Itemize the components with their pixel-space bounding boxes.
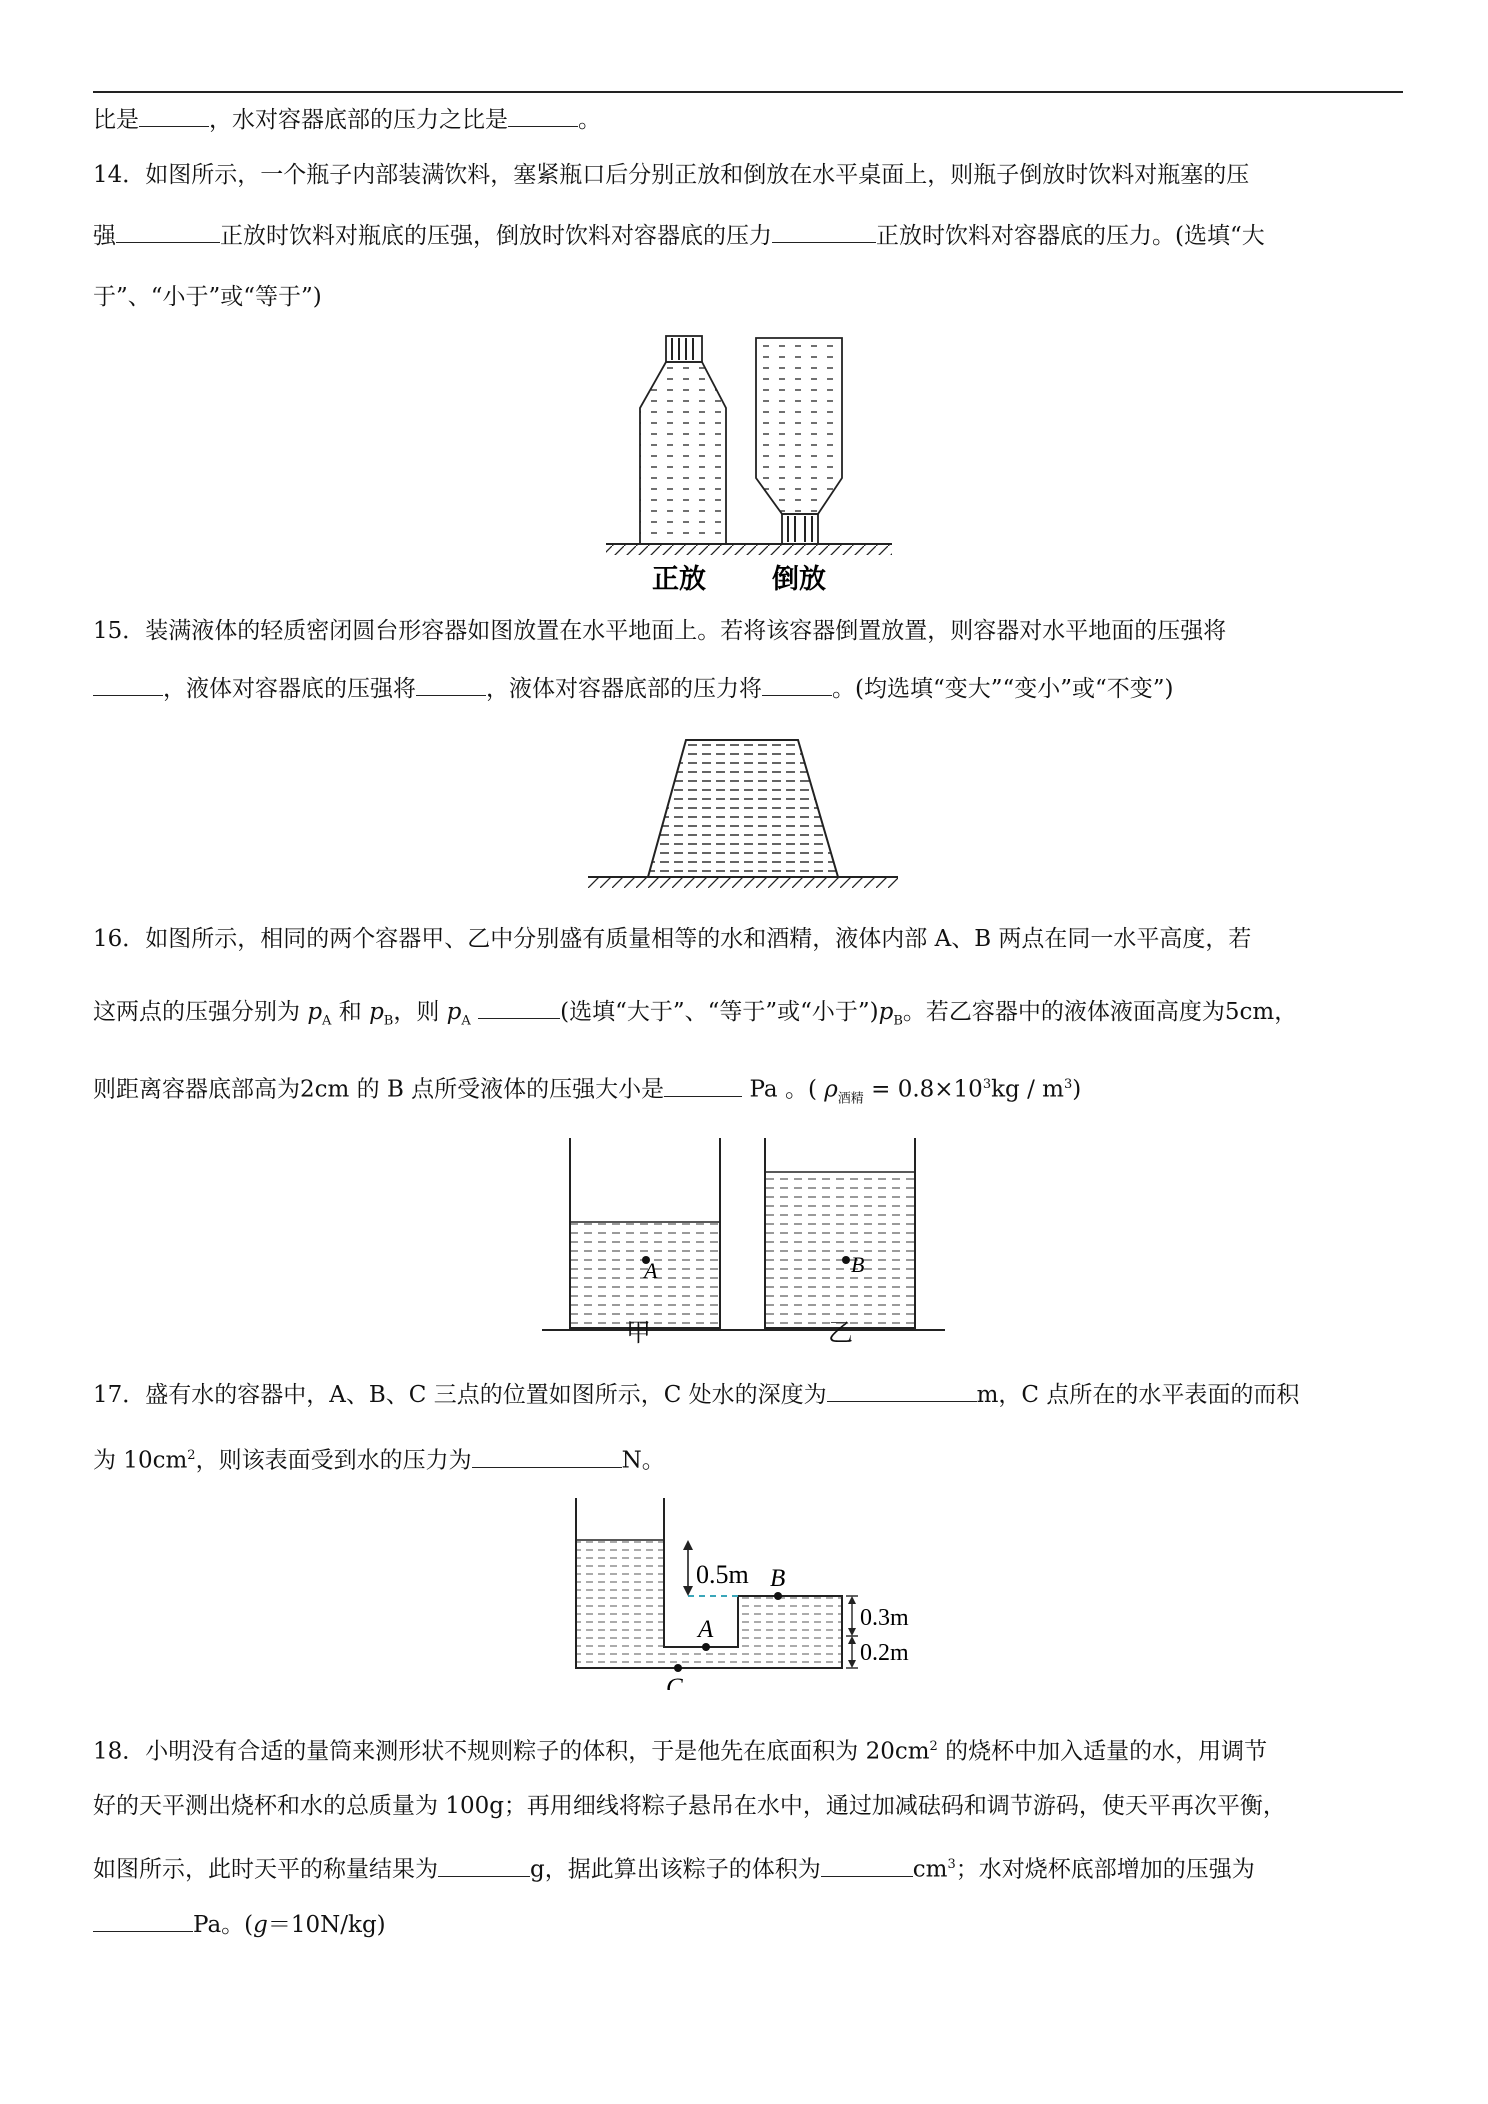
header-rule <box>93 91 1403 93</box>
q14-blank-2[interactable] <box>772 220 876 243</box>
q18-blank-3[interactable] <box>93 1909 193 1932</box>
q16-text: 则距离容器底部高为2cm 的 B 点所受液体的压强大小是 <box>93 1076 665 1103</box>
q16-unit-exp: 3 <box>1063 1077 1073 1092</box>
label-yi: 乙 <box>828 1318 854 1347</box>
q18-text: ；水对烧杯底部增加的压强为 <box>955 1856 1255 1883</box>
q16-text: (选填“大于”、“等于”或“小于”) <box>560 999 879 1025</box>
q18-text: ＝10N/kg) <box>267 1912 386 1938</box>
q18-line-4 <box>93 1909 386 1941</box>
q13-text: 比是 <box>93 107 139 133</box>
q17-blank-2[interactable] <box>472 1445 622 1468</box>
point-a: A <box>698 1616 714 1643</box>
symbol-p: p <box>446 999 462 1025</box>
symbol-rho: ρ <box>824 1076 838 1103</box>
q16-text: 这两点的压强分别为 <box>93 999 300 1025</box>
q14-line-2 <box>93 220 1265 252</box>
q16-line-2 <box>93 996 1297 1038</box>
q17-line-1 <box>93 1379 1299 1411</box>
q18-text: cm <box>912 1856 948 1883</box>
q15-line-1: 15．装满液体的轻质密闭圆台形容器如图放置在水平地面上。若将该容器倒置放置，则容器对水平地面的压强将 <box>93 618 1227 644</box>
upright-bottle <box>640 336 726 544</box>
q14-line-1: 14．如图所示，一个瓶子内部装满饮料，塞紧瓶口后分别正放和倒放在水平桌面上，则瓶子倒放时饮料对瓶塞的压 <box>93 162 1250 188</box>
symbol-p: p <box>307 999 323 1025</box>
q16-exp: 3 <box>982 1077 992 1092</box>
q17-text: N。 <box>621 1447 665 1474</box>
q18-text: Pa。( <box>193 1912 254 1938</box>
q18-text: 如图所示，此时天平的称量结果为 <box>93 1856 438 1883</box>
q18-sup: 3 <box>947 1857 956 1872</box>
q15-blank-2[interactable] <box>416 673 486 696</box>
sub-a: A <box>322 1013 332 1029</box>
q18-line-2: 好的天平测出烧杯和水的总质量为 100g；再用细线将粽子悬吊在水中，通过加减砝码和调节游码，使天平再次平衡， <box>93 1793 1286 1819</box>
q14-text: 正放时饮料对容器底的压力。(选填“大 <box>876 223 1265 249</box>
q18-line-1 <box>93 1731 1267 1768</box>
q16-text: 。若乙容器中的液体液面高度为5cm， <box>902 999 1298 1025</box>
q13-blank-1[interactable] <box>139 104 209 127</box>
q18-blank-1[interactable] <box>438 1854 530 1877</box>
q18-text: g，据此算出该粽子的体积为 <box>530 1856 821 1883</box>
dim-0-3m: 0.3m <box>860 1605 909 1631</box>
q18-sup: 2 <box>929 1739 938 1754</box>
label-jia: 甲 <box>626 1318 652 1347</box>
q15-text: ，液体对容器底部的压力将 <box>486 676 762 702</box>
q17-text: m，C 点所在的水平表面的而积 <box>976 1382 1300 1408</box>
q13-blank-2[interactable] <box>508 104 578 127</box>
q14-line-3: 于”、“小于”或“等于”) <box>93 284 322 310</box>
q16-line-3 <box>93 1069 1081 1115</box>
q16-text: ) <box>1072 1076 1082 1103</box>
q14-text: 正放时饮料对瓶底的压强，倒放时饮料对容器底的压力 <box>220 223 772 249</box>
q16-unit: kg / m <box>991 1076 1064 1103</box>
dim-0-5m: 0.5m <box>696 1560 749 1589</box>
q18-line-3 <box>93 1849 1255 1886</box>
q13-text: 。 <box>578 107 601 133</box>
symbol-p: p <box>369 999 384 1025</box>
q16-text: 和 <box>338 999 362 1025</box>
q18-blank-2[interactable] <box>821 1854 913 1877</box>
q16-blank-2[interactable] <box>664 1074 742 1097</box>
q13-text: ，水对容器底部的压力之比是 <box>209 107 508 133</box>
q15-text: 。(均选填“变大”“变小”或“不变”) <box>832 676 1174 702</box>
rho-subscript: 酒精 <box>837 1091 864 1107</box>
q17-text: 为 10cm <box>93 1447 188 1474</box>
dim-0-2m: 0.2m <box>860 1640 909 1666</box>
q14-blank-1[interactable] <box>116 220 220 243</box>
bottles-figure <box>600 330 900 604</box>
q17-text: ，则该表面受到水的压力为 <box>195 1447 472 1474</box>
q17-line-2 <box>93 1440 665 1477</box>
point-a: A <box>644 1258 658 1283</box>
q17-text: 17．盛有水的容器中，A、B、C 三点的位置如图所示，C 处水的深度为 <box>93 1382 827 1408</box>
q16-line-1: 16．如图所示，相同的两个容器甲、乙中分别盛有质量相等的水和酒精，液体内部 A、B 两点在同一水平高度，若 <box>93 926 1252 952</box>
label-upright: 正放 <box>652 564 706 594</box>
q16-formula: = 0.8×10 <box>871 1076 983 1103</box>
inverted-bottle <box>756 338 842 544</box>
q16-text: ，则 <box>393 999 440 1025</box>
label-inverted: 倒放 <box>772 564 826 594</box>
q15-line-2 <box>93 673 1174 705</box>
point-b: B <box>770 1565 786 1592</box>
q16-blank-1[interactable] <box>478 996 560 1019</box>
sub-a: A <box>461 1013 471 1029</box>
point-c: C <box>666 1674 683 1690</box>
q15-text: ，液体对容器底的压强将 <box>163 676 416 702</box>
q15-blank-3[interactable] <box>762 673 832 696</box>
sub-b: B <box>893 1013 903 1029</box>
q18-text: 的烧杯中加入适量的水，用调节 <box>937 1738 1268 1765</box>
symbol-g: g <box>253 1912 268 1938</box>
q17-sup: 2 <box>187 1448 196 1463</box>
containers-figure <box>540 1130 950 1354</box>
q18-text: 18．小明没有合适的量筒来测形状不规则粽子的体积，于是他先在底面积为 20cm <box>93 1738 930 1765</box>
q16-text: Pa 。( <box>749 1076 817 1103</box>
q17-blank-1[interactable] <box>827 1379 977 1402</box>
q14-text: 强 <box>93 223 116 249</box>
q13-tail-line <box>93 104 601 136</box>
point-b: B <box>851 1252 865 1277</box>
frustum-figure <box>588 732 908 898</box>
symbol-p: p <box>878 999 894 1025</box>
sub-b: B <box>383 1013 394 1029</box>
depth-figure <box>560 1490 960 1694</box>
q15-blank-1[interactable] <box>93 673 163 696</box>
